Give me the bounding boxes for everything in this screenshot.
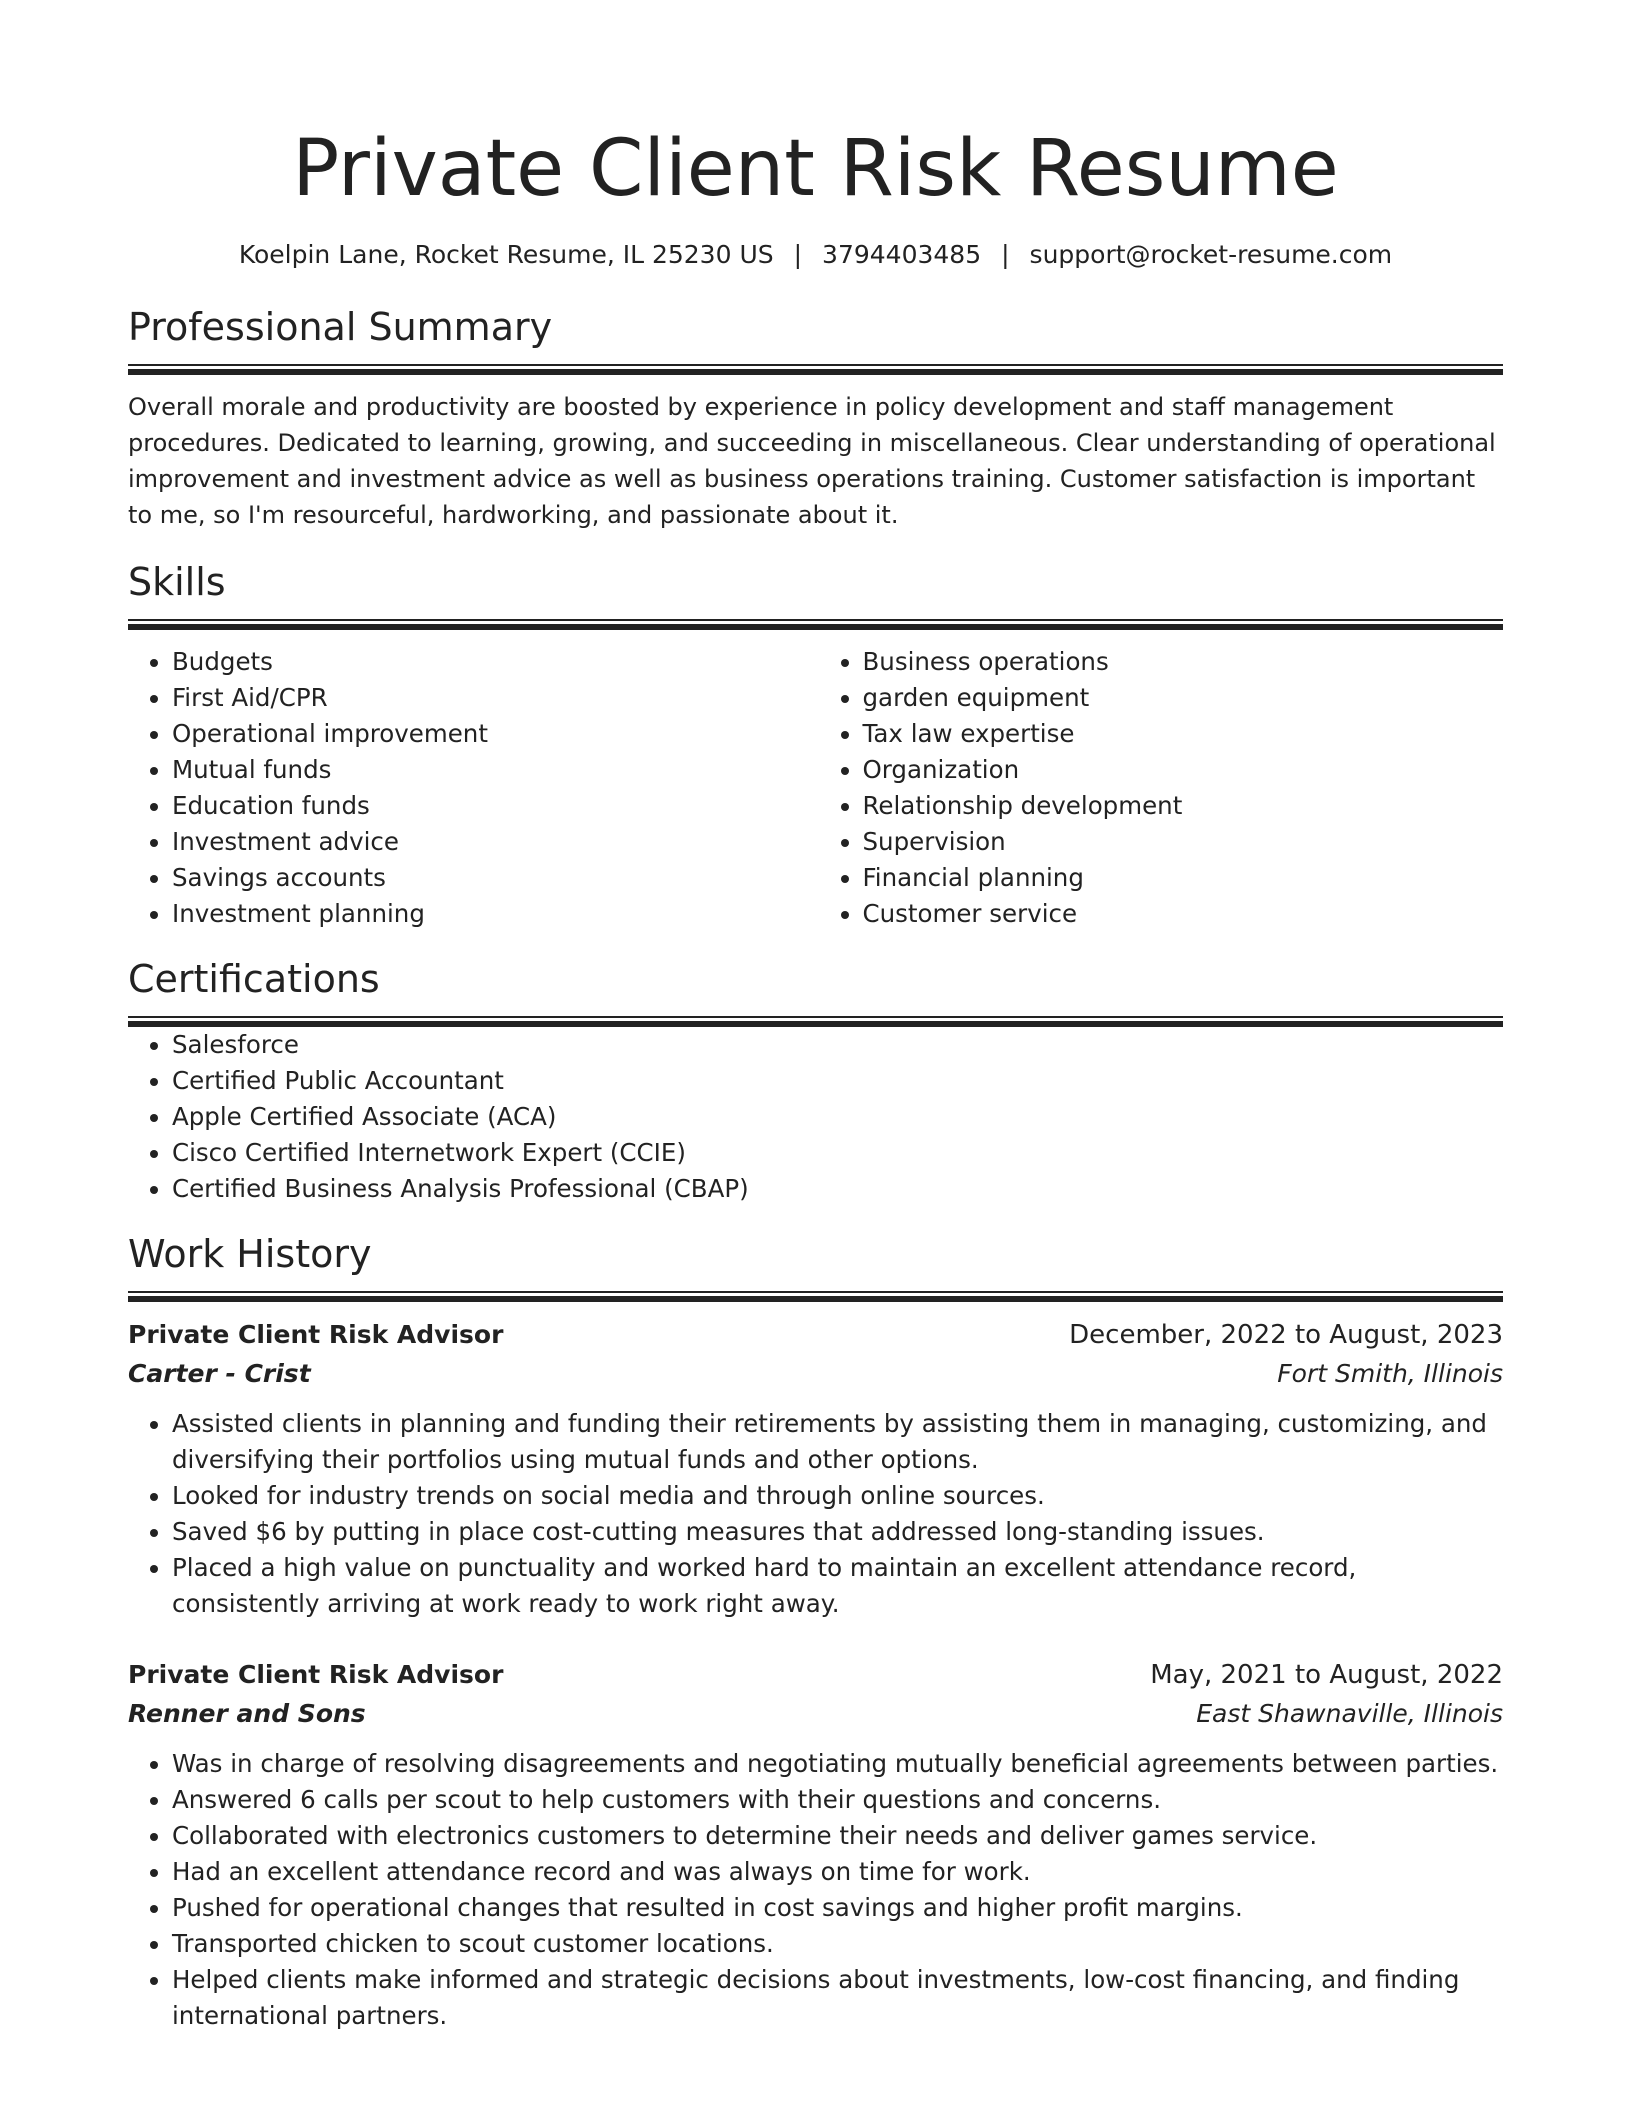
job-title: Private Client Risk Advisor — [128, 1320, 504, 1349]
skill-item: • Mutual funds — [172, 752, 813, 788]
certifications-list — [128, 1027, 1503, 1207]
contact-address: Koelpin Lane, Rocket Resume, IL 25230 US — [238, 240, 774, 269]
job-dates: May, 2021 to August, 2022 — [1150, 1660, 1503, 1690]
skill-item: • Financial planning — [863, 860, 1504, 896]
job-title: Private Client Risk Advisor — [128, 1660, 504, 1689]
section-divider — [128, 1016, 1503, 1027]
skills-grid — [128, 644, 1503, 932]
summary-text: Overall morale and productivity are boosted by experience in policy development and staff management procedures. Dedicated to learning, growing, and succeeding in miscellaneous. Clear understanding of operational improvement and investment advice as well as business operations training. Customer satisfaction is important to me, so I'm resourceful, hardworking, and passionate about it. — [128, 393, 1496, 529]
skills-heading: Skills — [128, 560, 226, 604]
job-duty: • Helped clients make informed and strategic decisions about investments, low-cost financing, and finding international partners. — [172, 1962, 1503, 2034]
certification-item: • Cisco Certified Internetwork Expert (CCIE) — [172, 1135, 1503, 1171]
contact-phone: 3794403485 — [822, 240, 982, 269]
job-duty: • Had an excellent attendance record and was always on time for work. — [172, 1854, 1503, 1890]
job-duty: • Was in charge of resolving disagreements and negotiating mutually beneficial agreements between parties. — [172, 1746, 1503, 1782]
skill-item: • Savings accounts — [172, 860, 813, 896]
skill-item: • Customer service — [863, 896, 1504, 932]
skill-item: • Investment advice — [172, 824, 813, 860]
job-duty: • Saved $6 by putting in place cost-cutting measures that addressed long-standing issues. — [172, 1514, 1503, 1550]
certification-item: • Certified Public Accountant — [172, 1063, 1503, 1099]
job-duty: • Transported chicken to scout customer locations. — [172, 1926, 1503, 1962]
job-company: Carter - Crist — [128, 1359, 311, 1388]
skill-item: • Investment planning — [172, 896, 813, 932]
job-duty: • Pushed for operational changes that resulted in cost savings and higher profit margins. — [172, 1890, 1503, 1926]
job-location: Fort Smith, Illinois — [1277, 1359, 1503, 1388]
skill-item: • Business operations — [863, 644, 1504, 680]
job-duties-list — [128, 1406, 1503, 1622]
summary-heading: Professional Summary — [128, 305, 553, 349]
skills-section — [128, 557, 1503, 932]
job-header-row — [128, 1656, 1503, 1694]
work-history-section — [128, 1229, 1503, 2034]
skill-item: • Tax law expertise — [863, 716, 1504, 752]
skill-item: • garden equipment — [863, 680, 1504, 716]
job-duty: • Placed a high value on punctuality and worked hard to maintain an excellent attendance record, consistently arriving at work ready to work right away. — [172, 1550, 1503, 1622]
skill-item: • Budgets — [172, 644, 813, 680]
work-history-heading: Work History — [128, 1232, 372, 1276]
skill-item: • Operational improvement — [172, 716, 813, 752]
skill-item: • Relationship development — [863, 788, 1504, 824]
skills-list-right — [813, 644, 1504, 932]
summary-section — [128, 302, 1503, 533]
skills-list-left — [128, 644, 813, 932]
skill-item: • Education funds — [172, 788, 813, 824]
job-entry — [128, 1656, 1503, 2034]
skill-item: • First Aid/CPR — [172, 680, 813, 716]
skill-item: • Organization — [863, 752, 1504, 788]
job-entry — [128, 1316, 1503, 1622]
contact-email: support@rocket-resume.com — [1029, 240, 1393, 269]
resume-title: Private Client Risk Resume — [292, 124, 1339, 214]
contact-separator: | — [1001, 240, 1010, 269]
certifications-section — [128, 954, 1503, 1207]
certification-item: • Salesforce — [172, 1027, 1503, 1063]
job-company-row — [128, 1354, 1503, 1394]
job-header-row — [128, 1316, 1503, 1354]
job-duty: • Looked for industry trends on social media and through online sources. — [172, 1478, 1503, 1514]
contact-line — [128, 238, 1503, 272]
certification-item: • Apple Certified Associate (ACA) — [172, 1099, 1503, 1135]
job-location: East Shawnaville, Illinois — [1196, 1699, 1503, 1728]
section-divider — [128, 364, 1503, 375]
job-duty: • Answered 6 calls per scout to help customers with their questions and concerns. — [172, 1782, 1503, 1818]
job-duty: • Assisted clients in planning and funding their retirements by assisting them in managing, customizing, and diversifying their portfolios using mutual funds and other options. — [172, 1406, 1503, 1478]
job-duties-list — [128, 1746, 1503, 2034]
certifications-heading: Certifications — [128, 957, 380, 1001]
section-divider — [128, 619, 1503, 630]
job-dates: December, 2022 to August, 2023 — [1069, 1320, 1503, 1350]
section-divider — [128, 1291, 1503, 1302]
job-duty: • Collaborated with electronics customers to determine their needs and deliver games service. — [172, 1818, 1503, 1854]
contact-separator: | — [793, 240, 803, 269]
certification-item: • Certified Business Analysis Professional (CBAP) — [172, 1171, 1503, 1207]
job-company-row — [128, 1694, 1503, 1734]
skill-item: • Supervision — [863, 824, 1504, 860]
job-company: Renner and Sons — [128, 1699, 366, 1728]
